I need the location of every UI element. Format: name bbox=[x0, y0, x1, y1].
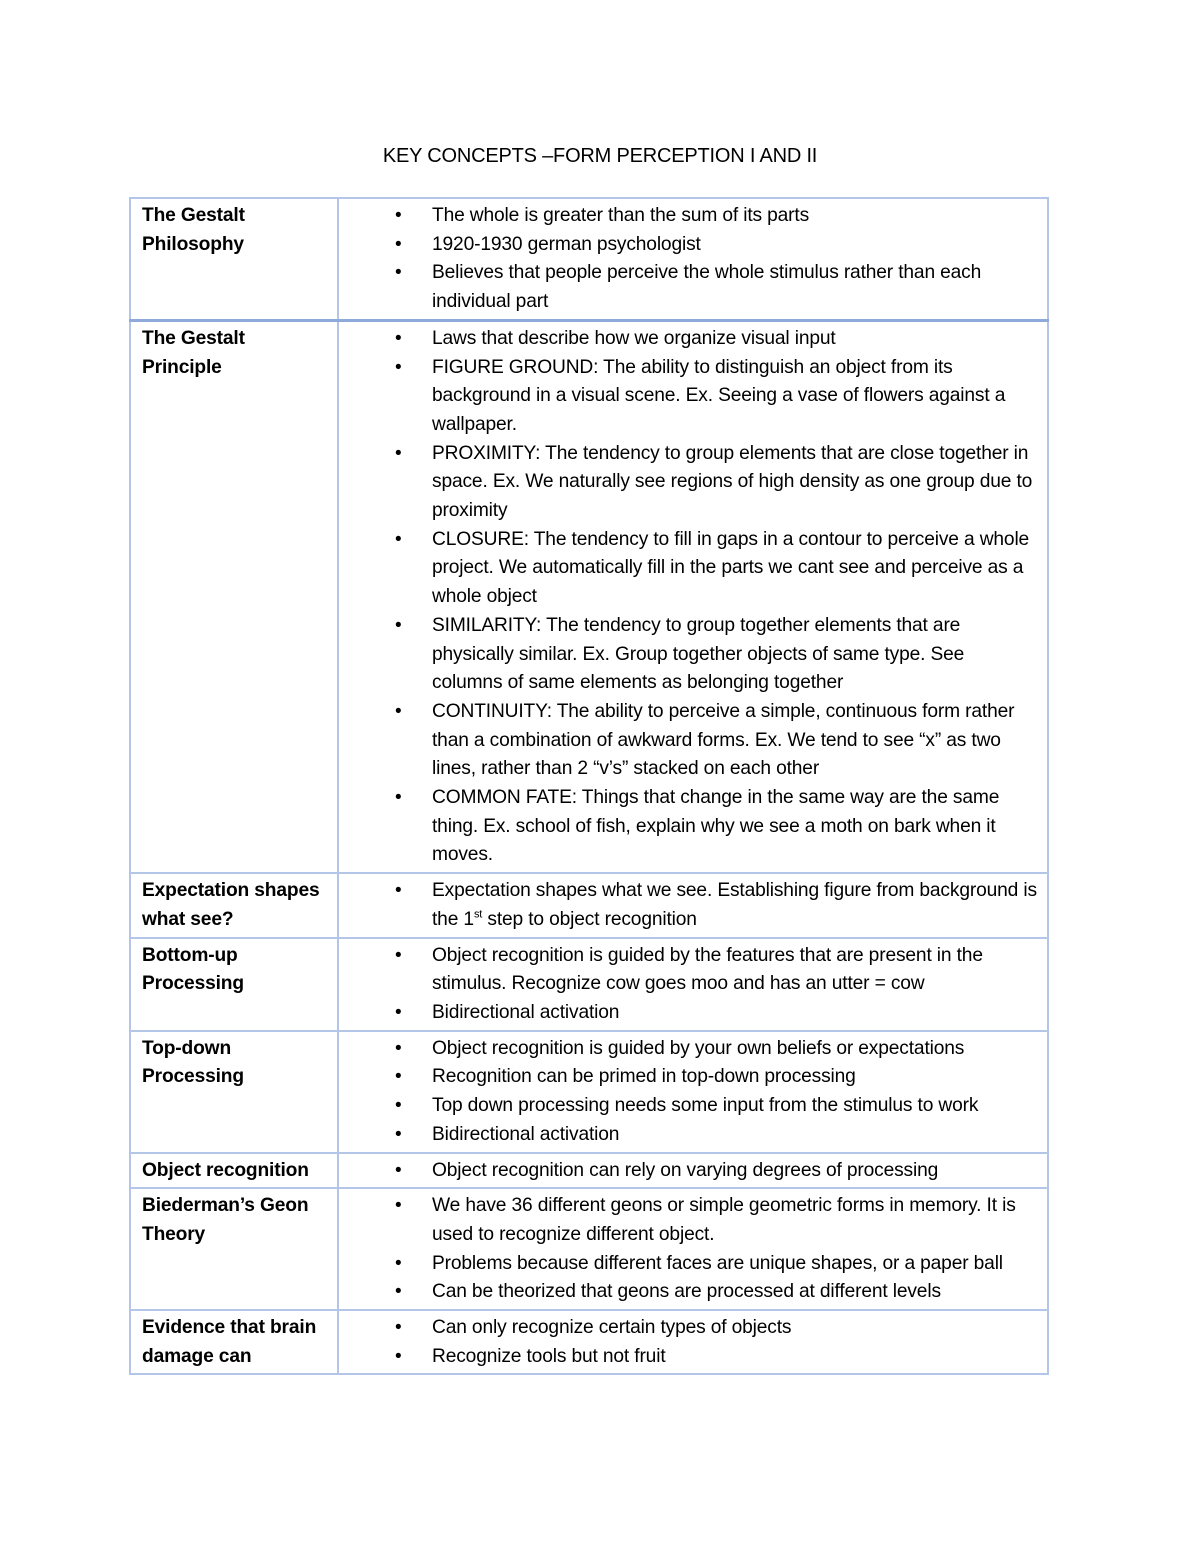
bullet-list bbox=[350, 942, 1039, 1028]
bullet-icon: • bbox=[395, 442, 402, 464]
bullet-icon: • bbox=[395, 1066, 402, 1088]
concept-cell: The Gestalt Principle bbox=[130, 320, 338, 873]
bullet-list bbox=[350, 202, 1039, 317]
bullet-icon: • bbox=[395, 700, 402, 722]
list-item: • Laws that describe how we organize visual input bbox=[350, 325, 1039, 354]
table-row bbox=[130, 320, 1048, 873]
concept-cell: Evidence that brain damage can bbox=[130, 1310, 338, 1374]
list-item: • Can only recognize certain types of objects bbox=[350, 1314, 1039, 1343]
list-item: • Object recognition can rely on varying degrees of processing bbox=[350, 1157, 1039, 1186]
list-item: • Problems because different faces are unique shapes, or a paper ball bbox=[350, 1250, 1039, 1279]
bullet-icon: • bbox=[395, 1037, 402, 1059]
key-concepts-table bbox=[129, 197, 1049, 1375]
bullet-icon: • bbox=[395, 1159, 402, 1181]
table-row bbox=[130, 1153, 1048, 1189]
bullet-icon: • bbox=[395, 528, 402, 550]
points-cell bbox=[338, 320, 1048, 873]
list-item: • The whole is greater than the sum of its parts bbox=[350, 202, 1039, 231]
list-item: • Bidirectional activation bbox=[350, 999, 1039, 1028]
list-item: • Top down processing needs some input from the stimulus to work bbox=[350, 1092, 1039, 1121]
list-item: • SIMILARITY: The tendency to group together elements that are physically similar. Ex. Group together objects of same type. See columns of same elements as belonging together bbox=[350, 612, 1039, 698]
page-title: KEY CONCEPTS –FORM PERCEPTION I AND II bbox=[382, 145, 818, 167]
list-item: • FIGURE GROUND: The ability to distinguish an object from its background in a visual scene. Ex. Seeing a vase of flowers against a wallpaper. bbox=[350, 354, 1039, 440]
bullet-icon: • bbox=[395, 327, 402, 349]
table-row bbox=[130, 1310, 1048, 1374]
bullet-icon: • bbox=[395, 614, 402, 636]
bullet-list bbox=[350, 325, 1039, 870]
points-cell bbox=[338, 938, 1048, 1031]
bullet-icon: • bbox=[395, 1095, 402, 1117]
concept-cell: Expectation shapes what see? bbox=[130, 873, 338, 937]
bullet-icon: • bbox=[395, 787, 402, 809]
list-item: • Object recognition is guided by the features that are present in the stimulus. Recognize cow goes moo and has an utter = cow bbox=[350, 942, 1039, 999]
bullet-icon: • bbox=[395, 262, 402, 284]
list-item: • CLOSURE: The tendency to fill in gaps in a contour to perceive a whole project. We automatically fill in the parts we cant see and perceive as a whole object bbox=[350, 526, 1039, 612]
bullet-list bbox=[350, 1157, 1039, 1186]
bullet-icon: • bbox=[395, 944, 402, 966]
list-item: • We have 36 different geons or simple geometric forms in memory. It is used to recognize different object. bbox=[350, 1192, 1039, 1249]
list-item: • 1920-1930 german psychologist bbox=[350, 231, 1039, 260]
bullet-icon: • bbox=[395, 233, 402, 255]
bullet-icon: • bbox=[395, 880, 402, 902]
points-cell bbox=[338, 198, 1048, 320]
bullet-icon: • bbox=[395, 356, 402, 378]
list-item: • Believes that people perceive the whole stimulus rather than each individual part bbox=[350, 259, 1039, 316]
bullet-icon: • bbox=[395, 1345, 402, 1367]
bullet-list bbox=[350, 1035, 1039, 1150]
table-row bbox=[130, 938, 1048, 1031]
bullet-icon: • bbox=[395, 1195, 402, 1217]
concept-cell: Biederman’s Geon Theory bbox=[130, 1188, 338, 1310]
points-cell bbox=[338, 1031, 1048, 1153]
points-cell bbox=[338, 1188, 1048, 1310]
list-item: • Recognize tools but not fruit bbox=[350, 1343, 1039, 1372]
list-item: • Recognition can be primed in top-down processing bbox=[350, 1063, 1039, 1092]
list-item: • Can be theorized that geons are processed at different levels bbox=[350, 1278, 1039, 1307]
concept-cell: Bottom-up Processing bbox=[130, 938, 338, 1031]
list-item: • COMMON FATE: Things that change in the same way are the same thing. Ex. school of fish, explain why we see a moth on bark when it moves. bbox=[350, 784, 1039, 870]
bullet-icon: • bbox=[395, 1252, 402, 1274]
concept-cell: Object recognition bbox=[130, 1153, 338, 1189]
table-row bbox=[130, 873, 1048, 937]
table-row bbox=[130, 1188, 1048, 1310]
table-row bbox=[130, 1031, 1048, 1153]
list-item: • Bidirectional activation bbox=[350, 1121, 1039, 1150]
bullet-icon: • bbox=[395, 205, 402, 226]
bullet-icon: • bbox=[395, 1317, 402, 1339]
bullet-list bbox=[350, 1314, 1039, 1371]
concept-cell: Top-down Processing bbox=[130, 1031, 338, 1153]
bullet-list bbox=[350, 877, 1039, 934]
points-cell bbox=[338, 1153, 1048, 1189]
points-cell bbox=[338, 1310, 1048, 1374]
list-item: • CONTINUITY: The ability to perceive a simple, continuous form rather than a combination of awkward forms. Ex. We tend to see “x” as two lines, rather than 2 “v’s” stacked on each other bbox=[350, 698, 1039, 784]
bullet-icon: • bbox=[395, 1281, 402, 1303]
list-item: • Expectation shapes what we see. Establishing figure from background is the 1st step to object recognition bbox=[350, 877, 1039, 934]
bullet-icon: • bbox=[395, 1001, 402, 1023]
list-item: • PROXIMITY: The tendency to group elements that are close together in space. Ex. We naturally see regions of high density as one group due to proximity bbox=[350, 440, 1039, 526]
bullet-list bbox=[350, 1192, 1039, 1307]
concept-cell: The Gestalt Philosophy bbox=[130, 198, 338, 320]
points-cell bbox=[338, 873, 1048, 937]
table-row bbox=[130, 198, 1048, 320]
bullet-icon: • bbox=[395, 1123, 402, 1145]
list-item: • Object recognition is guided by your own beliefs or expectations bbox=[350, 1035, 1039, 1064]
